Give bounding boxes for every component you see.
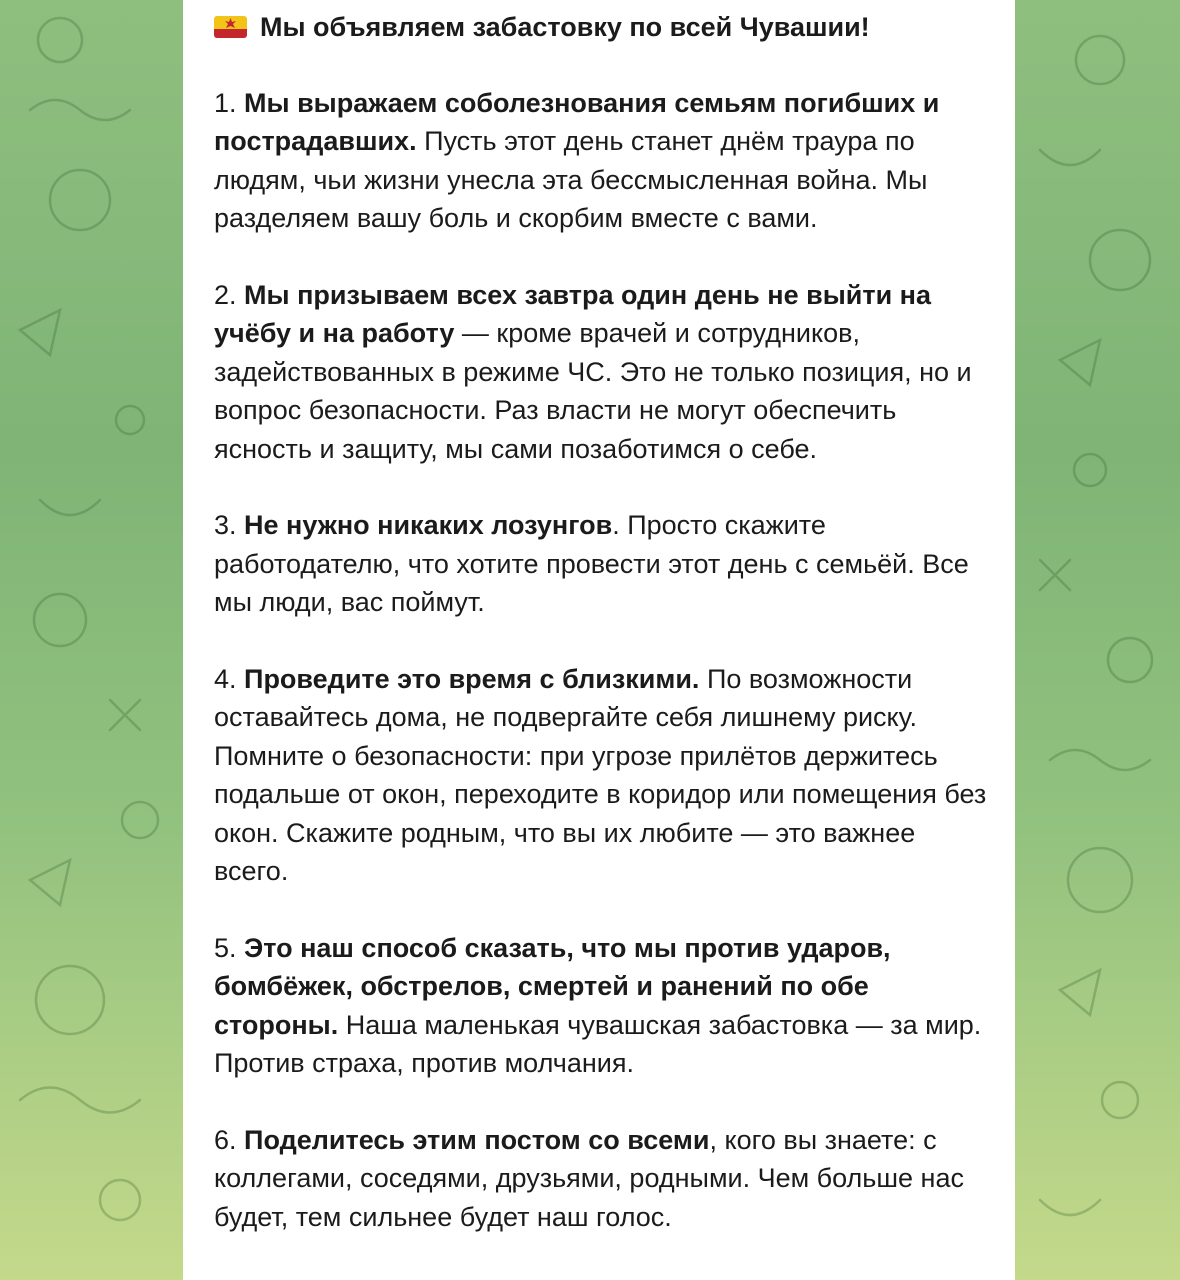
paragraph-number: 5. <box>214 932 245 963</box>
post-paragraph-1 <box>214 84 993 238</box>
paragraph-text: — кроме врачей и сотрудников, задействованных в режиме ЧС. Это не только позиция, но и вопрос безопасности. Раз власти не могут обеспечить ясность и защиту, мы сами позаботимся о себе. <box>214 318 972 464</box>
paragraph-text: Наша маленькая чувашская забастовка — за мир. Против страха, против молчания. <box>214 1009 982 1079</box>
paragraph-number: 6. <box>214 1124 245 1155</box>
paragraph-bold: Проведите это время с близкими. <box>244 664 700 695</box>
post-paragraph-4 <box>214 660 993 890</box>
paragraph-bold: Не нужно никаких лозунгов <box>244 510 613 541</box>
paragraph-number: 3. <box>214 510 245 541</box>
post-title-text: Мы объявляем забастовку по всей Чувашии! <box>260 12 870 42</box>
chuvashia-flag-icon <box>214 16 247 38</box>
post-title <box>214 8 993 46</box>
paragraph-bold: Мы выражаем соболезнования семьям погибших и пострадавших. <box>214 88 940 157</box>
post-paragraph-5 <box>214 929 993 1083</box>
paragraph-number: 2. <box>214 280 245 311</box>
paragraph-bold: Это наш способ сказать, что мы против ударов, бомбёжек, обстрелов, смертей и ранений по обе стороны. <box>214 932 891 1040</box>
post-paragraph-2 <box>214 276 993 468</box>
post-paragraph-6 <box>214 1121 993 1236</box>
paragraph-text: , кого вы знаете: с коллегами, соседями, друзьями, родными. Чем больше нас будет, тем сильнее будет наш голос. <box>214 1124 964 1232</box>
post-paragraph-3 <box>214 506 993 621</box>
paragraph-bold: Поделитесь этим постом со всеми <box>244 1124 710 1155</box>
paragraph-number: 4. <box>214 664 245 695</box>
paragraph-text: Пусть этот день станет днём траура по людям, чьи жизни унесла эта бессмысленная война. Мы разделяем вашу боль и скорбим вместе с вами. <box>214 126 928 234</box>
message-bubble <box>183 0 1015 1280</box>
paragraph-number: 1. <box>214 88 245 118</box>
paragraph-text: . Просто скажите работодателю, что хотите провести этот день с семьёй. Все мы люди, вас поймут. <box>214 510 969 618</box>
paragraph-text: По возможности оставайтесь дома, не подвергайте себя лишнему риску. Помните о безопасности: при угрозе прилётов держитесь подальше от окон, переходите в коридор или помещения без окон. Скажите родным, что вы их любите — это важнее всего. <box>214 664 987 887</box>
paragraph-bold: Мы призываем всех завтра один день не выйти на учёбу и на работу <box>214 280 932 349</box>
